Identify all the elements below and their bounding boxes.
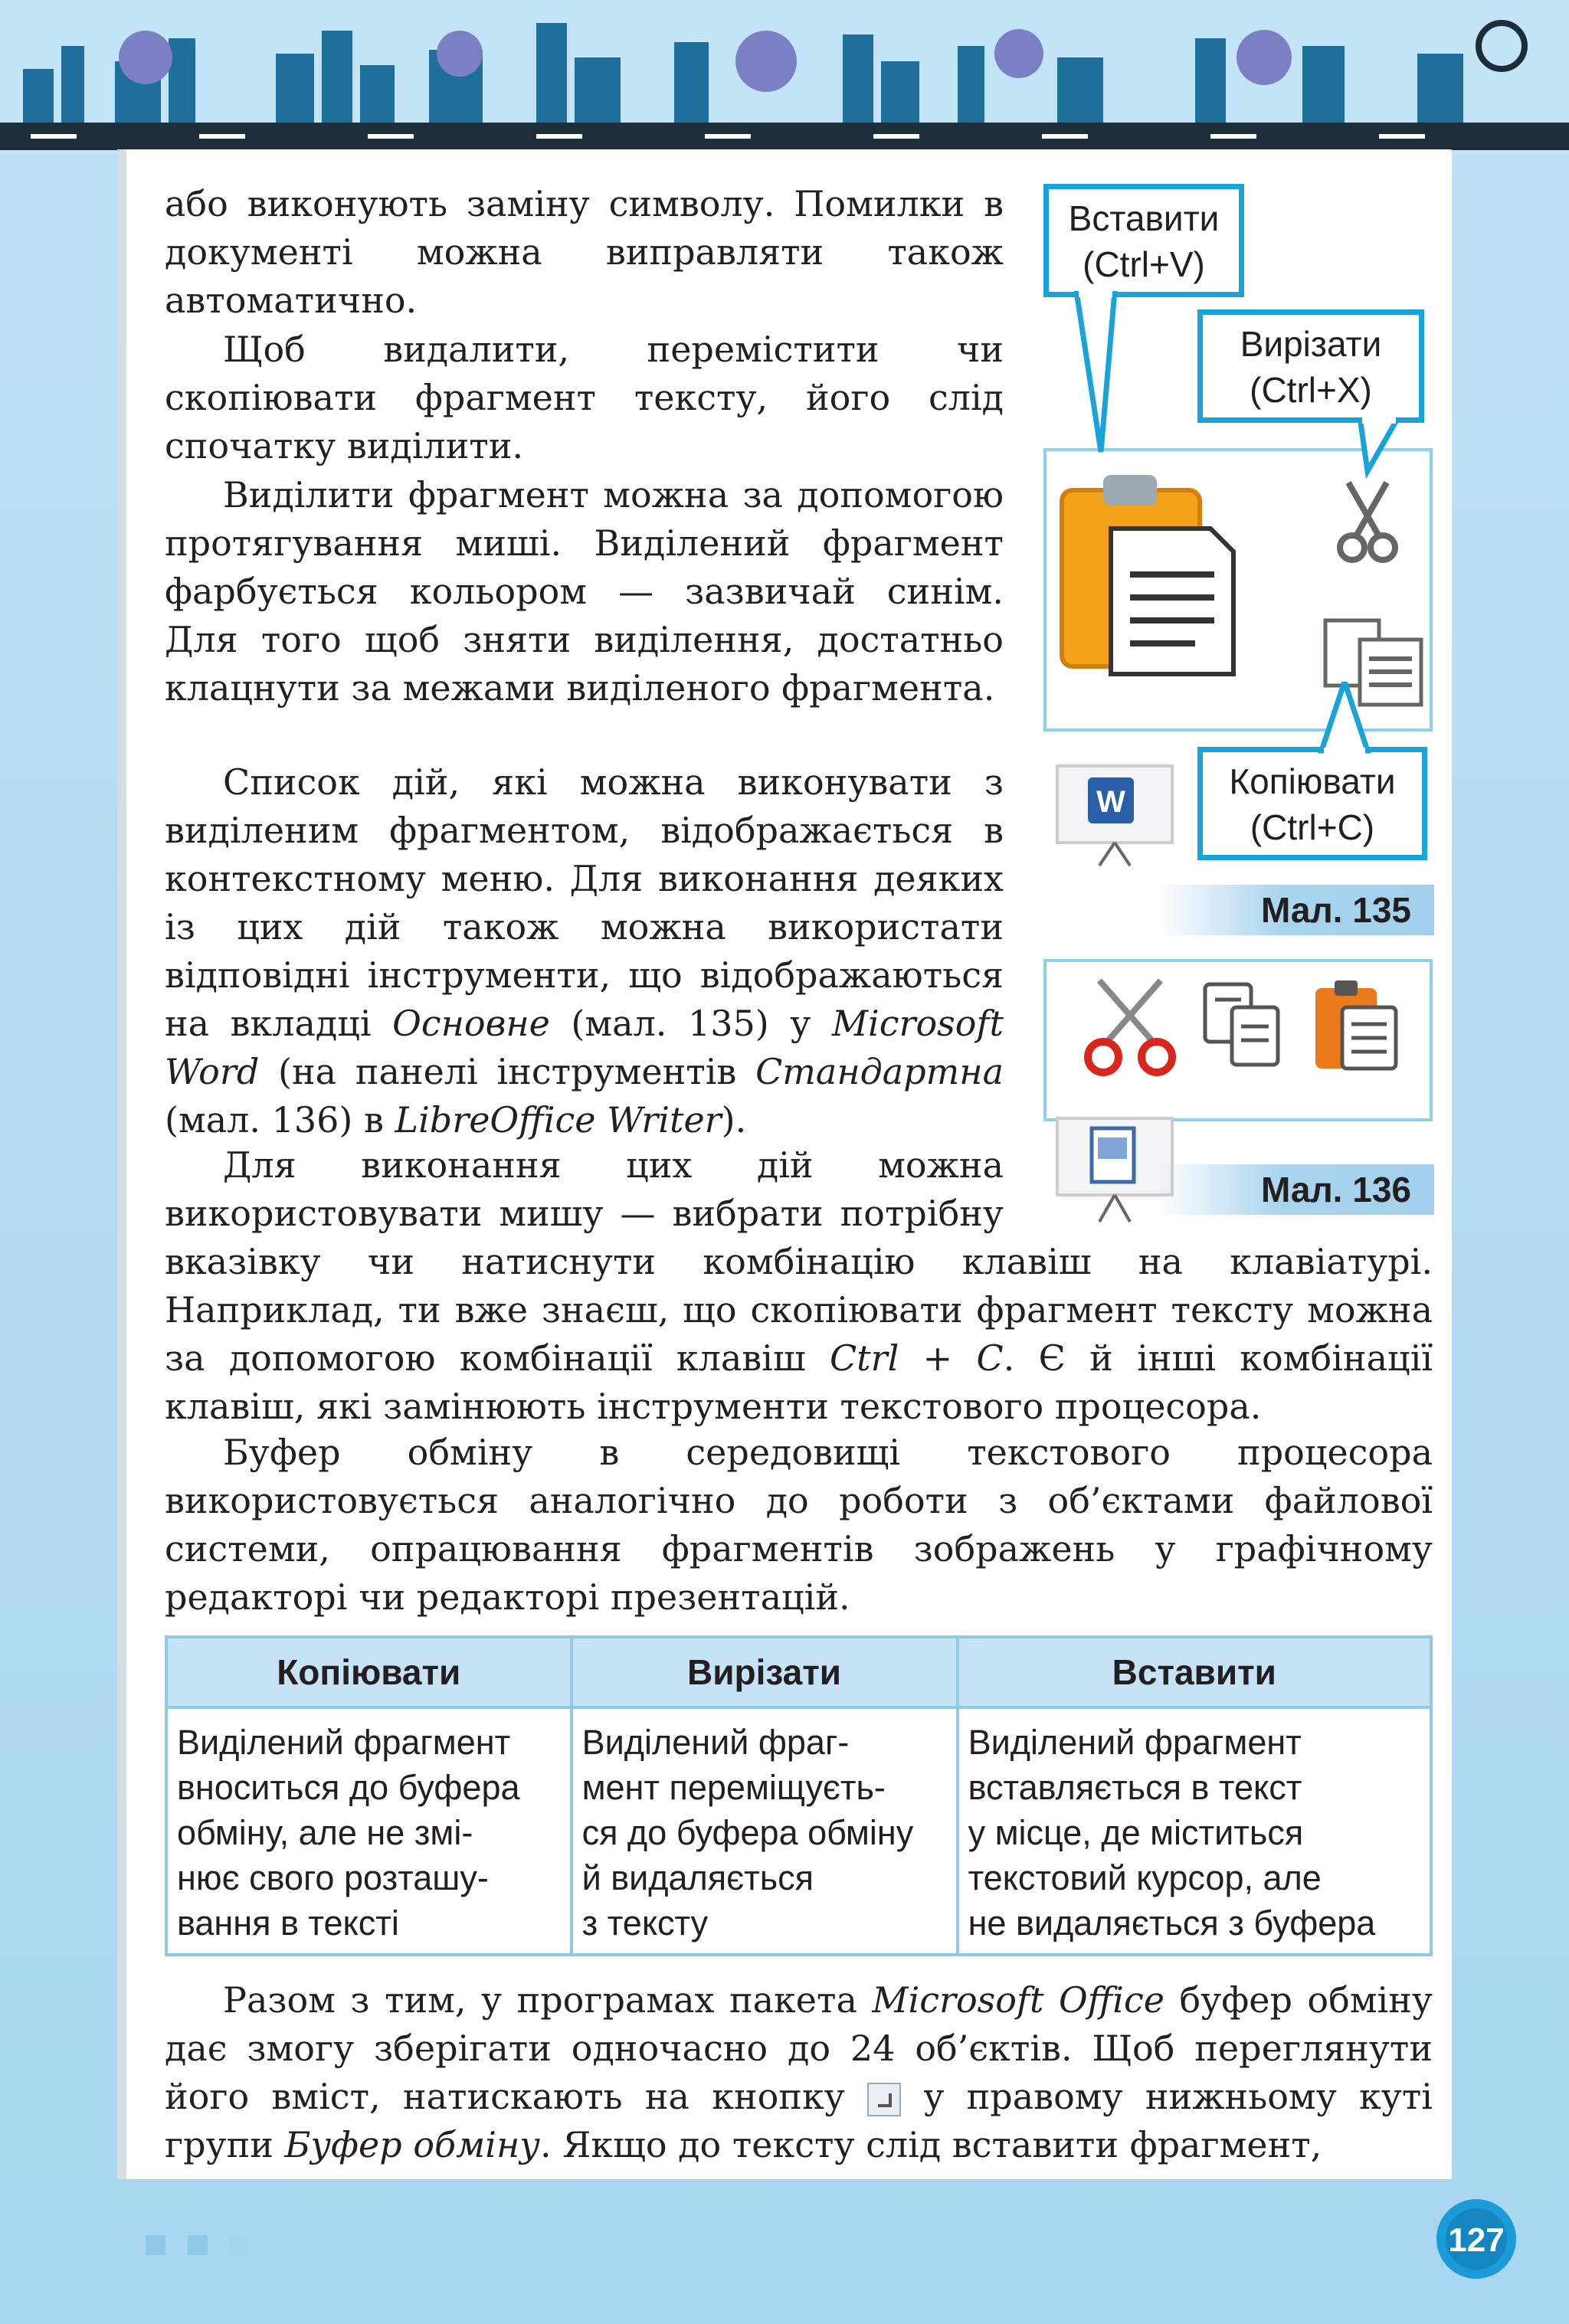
copy-label: Копіювати <box>1229 761 1396 801</box>
table-cell-cut: Виділений фраг- мент переміщуєть- ся до буфера обміну й видаляється з тексту <box>572 1707 958 1955</box>
paste-shortcut: (Ctrl+V) <box>1083 244 1205 284</box>
table-cell-paste: Виділений фрагмент вставляється в текст у місце, де міститься текстовий курсор, але не видаляється з буфера <box>958 1707 1431 1955</box>
paragraph-3: Виділити фрагмент можна за допомогою протягування миші. Виділений фрагмент фарбується кольором — зазвичай синім. Для того щоб зняти виділення, достатньо клацнути за межами виділеного фрагмента. <box>165 474 1004 709</box>
paragraph-7: Разом з тим, у програмах пакета Microsoft Office буфер обміну дає змогу зберігати одночасно до 24 об’єктів. Щоб переглянути його вміст, натискають на кнопку у правому нижньому куті групи Буфер обміну. Якщо до тексту слід вставити фрагмент, <box>165 1979 1433 2165</box>
ms-word-presentation-icon <box>1053 758 1176 873</box>
cut-callout-pointer <box>1352 417 1413 479</box>
cut-callout <box>1197 309 1424 423</box>
table-header-cut: Вирізати <box>572 1637 958 1707</box>
paragraph-4: Список дій, які можна виконувати з виділеним фрагментом, відображається в контекстному меню. Для виконання деяких із цих дій також можна використати відповідні інструменти, що відображаються на вкладці Основне (мал. 135) у Microsoft Word (на панелі інструментів Стандартна (мал. 136) в LibreOffice Writer). <box>165 761 1004 1141</box>
paragraph-2: Щоб видалити, перемістити чи скопіювати фрагмент тексту, його слід спочатку виділити. <box>165 329 1004 466</box>
paragraph-1: або виконують заміну символу. Помилки в документі можна виправляти також автоматично. <box>165 183 1004 321</box>
cut-shortcut: (Ctrl+X) <box>1250 370 1372 410</box>
scissors-icon <box>1333 475 1402 567</box>
decor-square <box>146 2235 165 2255</box>
table-header-row <box>166 1637 1431 1707</box>
paste-callout <box>1043 184 1244 297</box>
clipboard-operations-table <box>165 1635 1433 1956</box>
dialog-launcher-icon[interactable] <box>867 2083 901 2116</box>
table-header-copy: Копіювати <box>166 1637 572 1707</box>
scissors-icon <box>1076 977 1184 1076</box>
paragraph-5-full: вказівку чи натиснути комбінацію клавіш на клавіатурі. Наприклад, ти вже знаєш, що скопіювати фрагмент тексту можна за допомогою комбінації клавіш Ctrl + C. Є й інші комбінації клавіш, які замінюють інструменти текстового процесора. <box>165 1241 1433 1427</box>
figure-136-caption: Мал. 136 <box>1157 1164 1434 1215</box>
copy-icon <box>1201 980 1286 1072</box>
paragraph-5-narrow: Для виконання цих дій можна використовувати мишу — вибрати потрібну <box>165 1144 1004 1234</box>
figure-135-caption: Мал. 135 <box>1157 885 1434 935</box>
copy-callout <box>1197 747 1427 860</box>
table-row <box>166 1707 1431 1955</box>
table-cell-copy: Виділений фрагмент вноситься до буфера обміну, але не змі- нює свого розташу- вання в тексті <box>166 1707 572 1955</box>
decor-square <box>188 2235 208 2255</box>
page-number: 127 <box>1448 2221 1505 2259</box>
cut-label: Вирізати <box>1240 324 1382 364</box>
header-city-banner <box>0 0 1569 153</box>
decor-square <box>228 2235 248 2255</box>
paste-label: Вставити <box>1068 198 1220 238</box>
clipboard-paste-icon <box>1057 467 1241 682</box>
clipboard-paste-icon <box>1312 977 1404 1076</box>
svg-text:W: W <box>1096 785 1125 819</box>
table-header-paste: Вставити <box>958 1637 1431 1707</box>
copy-callout-pointer <box>1314 682 1375 754</box>
copy-shortcut: (Ctrl+C) <box>1250 807 1375 847</box>
paragraph-6: Буфер обміну в середовищі текстового процесора використовується аналогічно до роботи з об’єктами файлової системи, опрацювання фрагментів зображень у графічному редакторі чи редакторі презентацій. <box>165 1432 1433 1618</box>
paste-callout-pointer <box>1069 291 1130 460</box>
